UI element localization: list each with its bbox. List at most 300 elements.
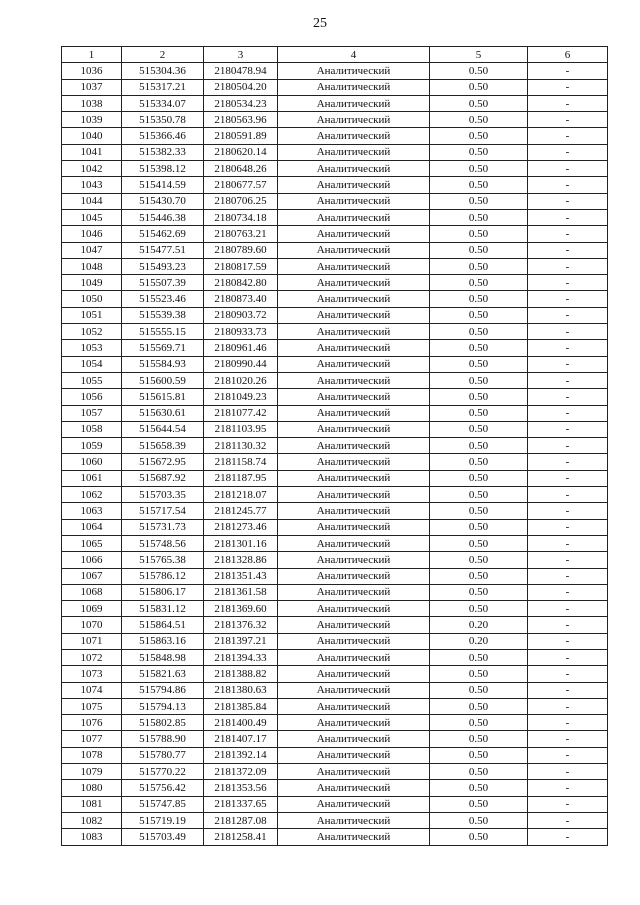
point-number-cell: 1069 <box>62 601 122 617</box>
table-row <box>62 568 608 584</box>
note-cell: - <box>528 796 608 812</box>
point-number-cell: 1046 <box>62 226 122 242</box>
accuracy-cell: 0.50 <box>430 519 528 535</box>
y-coordinate-cell: 2181103.95 <box>204 421 278 437</box>
table-row <box>62 780 608 796</box>
note-cell: - <box>528 144 608 160</box>
method-cell: Аналитический <box>278 63 430 79</box>
x-coordinate-cell: 515615.81 <box>122 389 204 405</box>
accuracy-cell: 0.50 <box>430 649 528 665</box>
x-coordinate-cell: 515731.73 <box>122 519 204 535</box>
point-number-cell: 1080 <box>62 780 122 796</box>
method-cell: Аналитический <box>278 405 430 421</box>
note-cell: - <box>528 291 608 307</box>
accuracy-cell: 0.50 <box>430 421 528 437</box>
method-cell: Аналитический <box>278 144 430 160</box>
method-cell: Аналитический <box>278 340 430 356</box>
note-cell: - <box>528 470 608 486</box>
x-coordinate-cell: 515717.54 <box>122 503 204 519</box>
method-cell: Аналитический <box>278 128 430 144</box>
note-cell: - <box>528 128 608 144</box>
coordinates-table <box>61 46 608 846</box>
point-number-cell: 1053 <box>62 340 122 356</box>
point-number-cell: 1052 <box>62 324 122 340</box>
point-number-cell: 1047 <box>62 242 122 258</box>
table-row <box>62 666 608 682</box>
y-coordinate-cell: 2181394.33 <box>204 649 278 665</box>
point-number-cell: 1036 <box>62 63 122 79</box>
table-row <box>62 503 608 519</box>
y-coordinate-cell: 2181020.26 <box>204 372 278 388</box>
y-coordinate-cell: 2180734.18 <box>204 209 278 225</box>
point-number-cell: 1070 <box>62 617 122 633</box>
table-row <box>62 584 608 600</box>
note-cell: - <box>528 209 608 225</box>
point-number-cell: 1042 <box>62 161 122 177</box>
x-coordinate-cell: 515806.17 <box>122 584 204 600</box>
y-coordinate-cell: 2180873.40 <box>204 291 278 307</box>
x-coordinate-cell: 515864.51 <box>122 617 204 633</box>
method-cell: Аналитический <box>278 698 430 714</box>
method-cell: Аналитический <box>278 291 430 307</box>
table-row <box>62 389 608 405</box>
x-coordinate-cell: 515569.71 <box>122 340 204 356</box>
note-cell: - <box>528 764 608 780</box>
y-coordinate-cell: 2181273.46 <box>204 519 278 535</box>
y-coordinate-cell: 2180990.44 <box>204 356 278 372</box>
x-coordinate-cell: 515770.22 <box>122 764 204 780</box>
table-row <box>62 649 608 665</box>
y-coordinate-cell: 2181385.84 <box>204 698 278 714</box>
point-number-cell: 1073 <box>62 666 122 682</box>
method-cell: Аналитический <box>278 812 430 828</box>
column-header: 1 <box>62 47 122 63</box>
y-coordinate-cell: 2181218.07 <box>204 487 278 503</box>
x-coordinate-cell: 515821.63 <box>122 666 204 682</box>
accuracy-cell: 0.50 <box>430 731 528 747</box>
table-row <box>62 242 608 258</box>
x-coordinate-cell: 515430.70 <box>122 193 204 209</box>
x-coordinate-cell: 515748.56 <box>122 535 204 551</box>
point-number-cell: 1050 <box>62 291 122 307</box>
point-number-cell: 1064 <box>62 519 122 535</box>
table-row <box>62 438 608 454</box>
x-coordinate-cell: 515317.21 <box>122 79 204 95</box>
point-number-cell: 1040 <box>62 128 122 144</box>
method-cell: Аналитический <box>278 519 430 535</box>
accuracy-cell: 0.50 <box>430 552 528 568</box>
table-row <box>62 682 608 698</box>
accuracy-cell: 0.50 <box>430 95 528 111</box>
note-cell: - <box>528 226 608 242</box>
method-cell: Аналитический <box>278 161 430 177</box>
point-number-cell: 1041 <box>62 144 122 160</box>
accuracy-cell: 0.50 <box>430 356 528 372</box>
note-cell: - <box>528 633 608 649</box>
table-row <box>62 128 608 144</box>
accuracy-cell: 0.50 <box>430 535 528 551</box>
method-cell: Аналитический <box>278 258 430 274</box>
x-coordinate-cell: 515786.12 <box>122 568 204 584</box>
note-cell: - <box>528 112 608 128</box>
accuracy-cell: 0.50 <box>430 666 528 682</box>
method-cell: Аналитический <box>278 470 430 486</box>
point-number-cell: 1072 <box>62 649 122 665</box>
note-cell: - <box>528 177 608 193</box>
accuracy-cell: 0.50 <box>430 324 528 340</box>
x-coordinate-cell: 515630.61 <box>122 405 204 421</box>
y-coordinate-cell: 2181258.41 <box>204 829 278 845</box>
point-number-cell: 1054 <box>62 356 122 372</box>
accuracy-cell: 0.50 <box>430 389 528 405</box>
method-cell: Аналитический <box>278 829 430 845</box>
method-cell: Аналитический <box>278 649 430 665</box>
method-cell: Аналитический <box>278 601 430 617</box>
y-coordinate-cell: 2180842.80 <box>204 275 278 291</box>
note-cell: - <box>528 503 608 519</box>
x-coordinate-cell: 515644.54 <box>122 421 204 437</box>
x-coordinate-cell: 515703.35 <box>122 487 204 503</box>
table-row <box>62 601 608 617</box>
accuracy-cell: 0.50 <box>430 715 528 731</box>
x-coordinate-cell: 515848.98 <box>122 649 204 665</box>
method-cell: Аналитический <box>278 731 430 747</box>
table-row <box>62 698 608 714</box>
method-cell: Аналитический <box>278 307 430 323</box>
x-coordinate-cell: 515756.42 <box>122 780 204 796</box>
y-coordinate-cell: 2181328.86 <box>204 552 278 568</box>
x-coordinate-cell: 515334.07 <box>122 95 204 111</box>
point-number-cell: 1043 <box>62 177 122 193</box>
point-number-cell: 1051 <box>62 307 122 323</box>
note-cell: - <box>528 389 608 405</box>
accuracy-cell: 0.50 <box>430 780 528 796</box>
column-header: 5 <box>430 47 528 63</box>
column-header: 4 <box>278 47 430 63</box>
point-number-cell: 1071 <box>62 633 122 649</box>
accuracy-cell: 0.50 <box>430 454 528 470</box>
point-number-cell: 1067 <box>62 568 122 584</box>
accuracy-cell: 0.50 <box>430 79 528 95</box>
method-cell: Аналитический <box>278 552 430 568</box>
method-cell: Аналитический <box>278 764 430 780</box>
point-number-cell: 1056 <box>62 389 122 405</box>
method-cell: Аналитический <box>278 666 430 682</box>
accuracy-cell: 0.50 <box>430 209 528 225</box>
point-number-cell: 1074 <box>62 682 122 698</box>
x-coordinate-cell: 515366.46 <box>122 128 204 144</box>
note-cell: - <box>528 666 608 682</box>
table-row <box>62 715 608 731</box>
table-row <box>62 812 608 828</box>
x-coordinate-cell: 515672.95 <box>122 454 204 470</box>
column-header: 2 <box>122 47 204 63</box>
note-cell: - <box>528 275 608 291</box>
table-row <box>62 258 608 274</box>
point-number-cell: 1038 <box>62 95 122 111</box>
x-coordinate-cell: 515555.15 <box>122 324 204 340</box>
point-number-cell: 1058 <box>62 421 122 437</box>
table-row <box>62 633 608 649</box>
method-cell: Аналитический <box>278 389 430 405</box>
method-cell: Аналитический <box>278 209 430 225</box>
y-coordinate-cell: 2180763.21 <box>204 226 278 242</box>
accuracy-cell: 0.50 <box>430 177 528 193</box>
point-number-cell: 1060 <box>62 454 122 470</box>
table-row <box>62 470 608 486</box>
x-coordinate-cell: 515687.92 <box>122 470 204 486</box>
accuracy-cell: 0.50 <box>430 829 528 845</box>
method-cell: Аналитический <box>278 324 430 340</box>
note-cell: - <box>528 307 608 323</box>
x-coordinate-cell: 515477.51 <box>122 242 204 258</box>
accuracy-cell: 0.50 <box>430 258 528 274</box>
note-cell: - <box>528 356 608 372</box>
method-cell: Аналитический <box>278 780 430 796</box>
point-number-cell: 1078 <box>62 747 122 763</box>
y-coordinate-cell: 2180903.72 <box>204 307 278 323</box>
note-cell: - <box>528 715 608 731</box>
note-cell: - <box>528 780 608 796</box>
note-cell: - <box>528 242 608 258</box>
x-coordinate-cell: 515719.19 <box>122 812 204 828</box>
method-cell: Аналитический <box>278 226 430 242</box>
x-coordinate-cell: 515600.59 <box>122 372 204 388</box>
accuracy-cell: 0.50 <box>430 812 528 828</box>
accuracy-cell: 0.50 <box>430 63 528 79</box>
accuracy-cell: 0.50 <box>430 291 528 307</box>
accuracy-cell: 0.50 <box>430 438 528 454</box>
accuracy-cell: 0.50 <box>430 307 528 323</box>
point-number-cell: 1048 <box>62 258 122 274</box>
accuracy-cell: 0.50 <box>430 226 528 242</box>
y-coordinate-cell: 2180961.46 <box>204 340 278 356</box>
note-cell: - <box>528 535 608 551</box>
table-row <box>62 487 608 503</box>
x-coordinate-cell: 515802.85 <box>122 715 204 731</box>
column-header: 3 <box>204 47 278 63</box>
point-number-cell: 1065 <box>62 535 122 551</box>
y-coordinate-cell: 2180620.14 <box>204 144 278 160</box>
method-cell: Аналитический <box>278 715 430 731</box>
y-coordinate-cell: 2181351.43 <box>204 568 278 584</box>
accuracy-cell: 0.50 <box>430 796 528 812</box>
point-number-cell: 1039 <box>62 112 122 128</box>
table-row <box>62 340 608 356</box>
method-cell: Аналитический <box>278 193 430 209</box>
y-coordinate-cell: 2181287.08 <box>204 812 278 828</box>
accuracy-cell: 0.50 <box>430 584 528 600</box>
y-coordinate-cell: 2180706.25 <box>204 193 278 209</box>
y-coordinate-cell: 2181077.42 <box>204 405 278 421</box>
table-row <box>62 307 608 323</box>
y-coordinate-cell: 2181388.82 <box>204 666 278 682</box>
y-coordinate-cell: 2181392.14 <box>204 747 278 763</box>
method-cell: Аналитический <box>278 112 430 128</box>
y-coordinate-cell: 2180563.96 <box>204 112 278 128</box>
x-coordinate-cell: 515350.78 <box>122 112 204 128</box>
note-cell: - <box>528 405 608 421</box>
x-coordinate-cell: 515794.86 <box>122 682 204 698</box>
method-cell: Аналитический <box>278 275 430 291</box>
table-row <box>62 79 608 95</box>
table-row <box>62 63 608 79</box>
table-row <box>62 796 608 812</box>
accuracy-cell: 0.50 <box>430 698 528 714</box>
point-number-cell: 1049 <box>62 275 122 291</box>
table-row <box>62 324 608 340</box>
method-cell: Аналитический <box>278 682 430 698</box>
y-coordinate-cell: 2181361.58 <box>204 584 278 600</box>
y-coordinate-cell: 2180478.94 <box>204 63 278 79</box>
x-coordinate-cell: 515765.38 <box>122 552 204 568</box>
y-coordinate-cell: 2180677.57 <box>204 177 278 193</box>
method-cell: Аналитический <box>278 421 430 437</box>
y-coordinate-cell: 2181301.16 <box>204 535 278 551</box>
accuracy-cell: 0.50 <box>430 747 528 763</box>
y-coordinate-cell: 2180534.23 <box>204 95 278 111</box>
accuracy-cell: 0.50 <box>430 568 528 584</box>
x-coordinate-cell: 515398.12 <box>122 161 204 177</box>
point-number-cell: 1075 <box>62 698 122 714</box>
x-coordinate-cell: 515863.16 <box>122 633 204 649</box>
note-cell: - <box>528 568 608 584</box>
accuracy-cell: 0.50 <box>430 503 528 519</box>
accuracy-cell: 0.50 <box>430 193 528 209</box>
note-cell: - <box>528 601 608 617</box>
y-coordinate-cell: 2181187.95 <box>204 470 278 486</box>
accuracy-cell: 0.50 <box>430 487 528 503</box>
point-number-cell: 1037 <box>62 79 122 95</box>
x-coordinate-cell: 515584.93 <box>122 356 204 372</box>
table-row <box>62 535 608 551</box>
note-cell: - <box>528 649 608 665</box>
accuracy-cell: 0.50 <box>430 144 528 160</box>
table-row <box>62 617 608 633</box>
y-coordinate-cell: 2181337.65 <box>204 796 278 812</box>
y-coordinate-cell: 2181049.23 <box>204 389 278 405</box>
y-coordinate-cell: 2181353.56 <box>204 780 278 796</box>
table-row <box>62 112 608 128</box>
point-number-cell: 1081 <box>62 796 122 812</box>
x-coordinate-cell: 515658.39 <box>122 438 204 454</box>
table-row <box>62 519 608 535</box>
y-coordinate-cell: 2181158.74 <box>204 454 278 470</box>
x-coordinate-cell: 515507.39 <box>122 275 204 291</box>
method-cell: Аналитический <box>278 487 430 503</box>
point-number-cell: 1066 <box>62 552 122 568</box>
page-number: 25 <box>313 16 327 31</box>
note-cell: - <box>528 161 608 177</box>
note-cell: - <box>528 812 608 828</box>
point-number-cell: 1068 <box>62 584 122 600</box>
table-row <box>62 95 608 111</box>
method-cell: Аналитический <box>278 747 430 763</box>
x-coordinate-cell: 515539.38 <box>122 307 204 323</box>
column-header: 6 <box>528 47 608 63</box>
method-cell: Аналитический <box>278 796 430 812</box>
table-row <box>62 193 608 209</box>
table-body <box>62 63 608 845</box>
y-coordinate-cell: 2181380.63 <box>204 682 278 698</box>
method-cell: Аналитический <box>278 503 430 519</box>
x-coordinate-cell: 515703.49 <box>122 829 204 845</box>
method-cell: Аналитический <box>278 356 430 372</box>
accuracy-cell: 0.50 <box>430 161 528 177</box>
y-coordinate-cell: 2180591.89 <box>204 128 278 144</box>
note-cell: - <box>528 747 608 763</box>
method-cell: Аналитический <box>278 177 430 193</box>
point-number-cell: 1082 <box>62 812 122 828</box>
x-coordinate-cell: 515747.85 <box>122 796 204 812</box>
note-cell: - <box>528 421 608 437</box>
accuracy-cell: 0.50 <box>430 601 528 617</box>
x-coordinate-cell: 515304.36 <box>122 63 204 79</box>
x-coordinate-cell: 515462.69 <box>122 226 204 242</box>
accuracy-cell: 0.50 <box>430 470 528 486</box>
method-cell: Аналитический <box>278 584 430 600</box>
y-coordinate-cell: 2181130.32 <box>204 438 278 454</box>
y-coordinate-cell: 2181369.60 <box>204 601 278 617</box>
note-cell: - <box>528 324 608 340</box>
y-coordinate-cell: 2180648.26 <box>204 161 278 177</box>
x-coordinate-cell: 515446.38 <box>122 209 204 225</box>
method-cell: Аналитический <box>278 454 430 470</box>
table-row <box>62 552 608 568</box>
point-number-cell: 1062 <box>62 487 122 503</box>
accuracy-cell: 0.20 <box>430 617 528 633</box>
table-row <box>62 177 608 193</box>
note-cell: - <box>528 438 608 454</box>
table-row <box>62 731 608 747</box>
table-row <box>62 454 608 470</box>
y-coordinate-cell: 2180789.60 <box>204 242 278 258</box>
table-row <box>62 421 608 437</box>
x-coordinate-cell: 515794.13 <box>122 698 204 714</box>
table-row <box>62 161 608 177</box>
note-cell: - <box>528 454 608 470</box>
method-cell: Аналитический <box>278 617 430 633</box>
table-row <box>62 291 608 307</box>
method-cell: Аналитический <box>278 95 430 111</box>
y-coordinate-cell: 2181407.17 <box>204 731 278 747</box>
x-coordinate-cell: 515493.23 <box>122 258 204 274</box>
point-number-cell: 1057 <box>62 405 122 421</box>
accuracy-cell: 0.50 <box>430 682 528 698</box>
note-cell: - <box>528 372 608 388</box>
accuracy-cell: 0.50 <box>430 405 528 421</box>
note-cell: - <box>528 193 608 209</box>
method-cell: Аналитический <box>278 79 430 95</box>
accuracy-cell: 0.50 <box>430 275 528 291</box>
accuracy-cell: 0.50 <box>430 128 528 144</box>
y-coordinate-cell: 2181245.77 <box>204 503 278 519</box>
point-number-cell: 1079 <box>62 764 122 780</box>
table-row <box>62 275 608 291</box>
table-row <box>62 356 608 372</box>
point-number-cell: 1055 <box>62 372 122 388</box>
y-coordinate-cell: 2181376.32 <box>204 617 278 633</box>
table-row <box>62 764 608 780</box>
x-coordinate-cell: 515523.46 <box>122 291 204 307</box>
table-row <box>62 747 608 763</box>
note-cell: - <box>528 617 608 633</box>
table-row <box>62 372 608 388</box>
note-cell: - <box>528 487 608 503</box>
accuracy-cell: 0.50 <box>430 340 528 356</box>
point-number-cell: 1083 <box>62 829 122 845</box>
note-cell: - <box>528 829 608 845</box>
